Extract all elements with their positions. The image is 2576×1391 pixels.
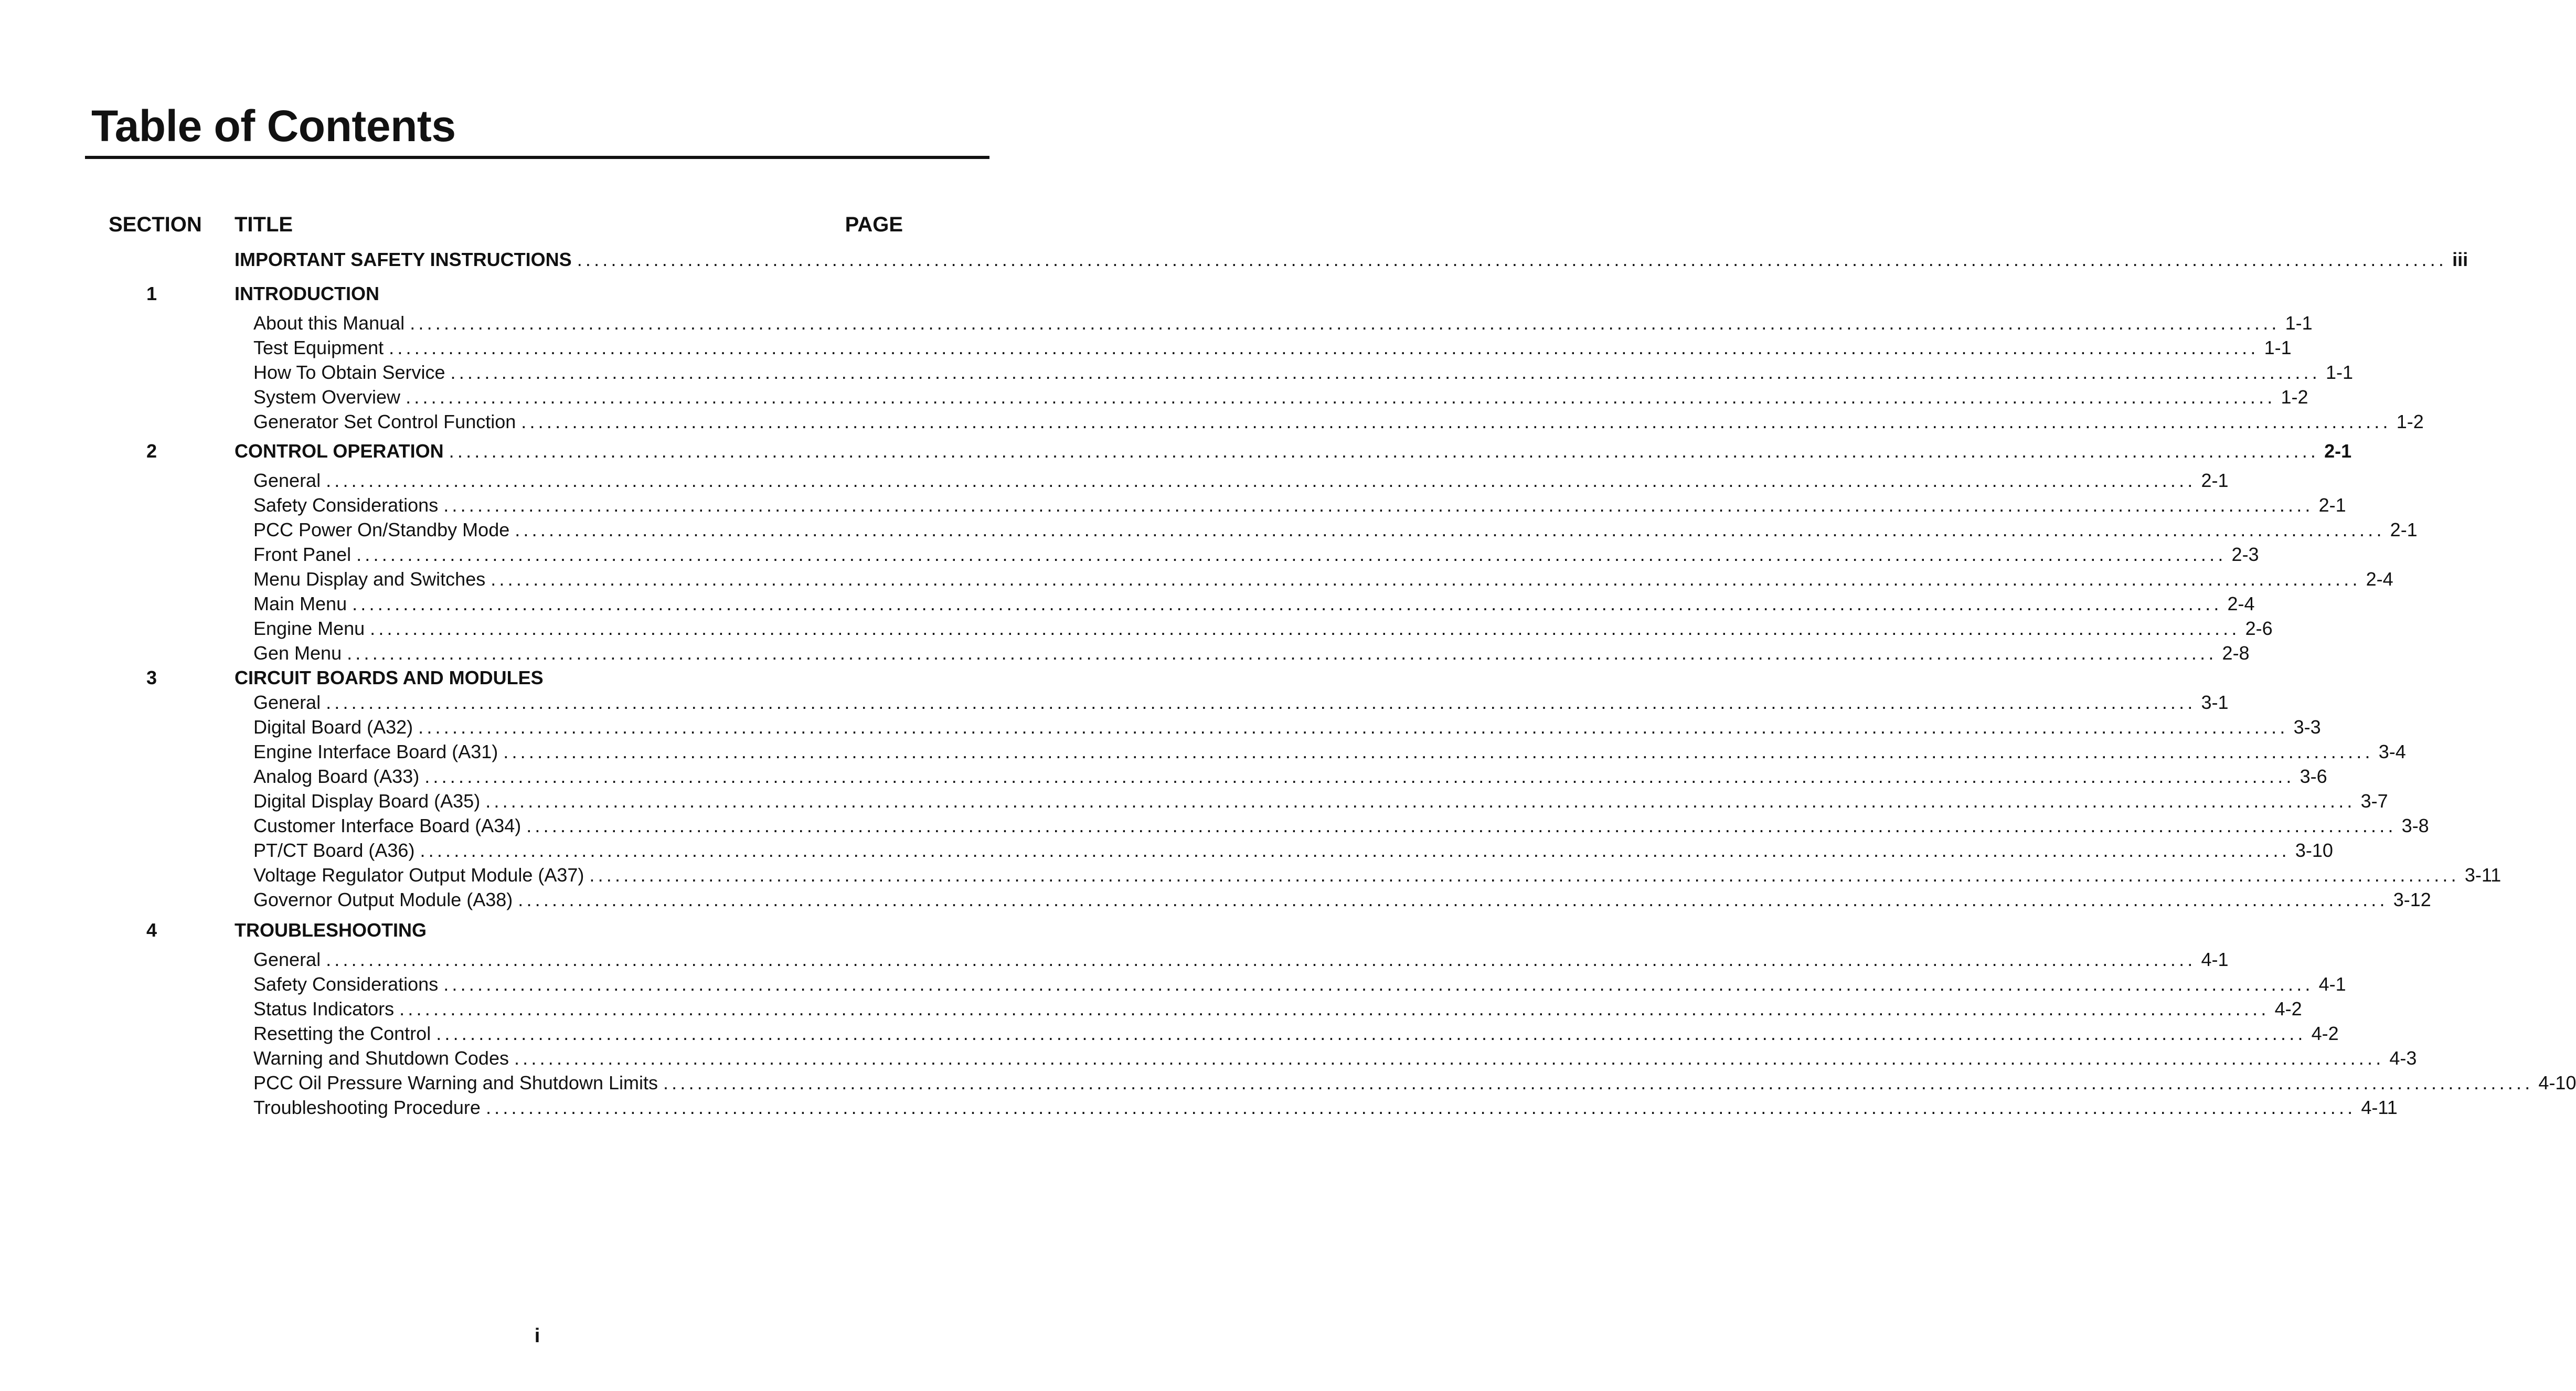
toc-entry-page: 3-3 (2293, 716, 2321, 738)
dot-leader: ............................................................................................................................................................................................................................ (352, 593, 2222, 614)
dot-leader: ............................................................................................................................................................................................................................ (424, 766, 2295, 787)
toc-entry-title: Front Panel (253, 544, 352, 565)
column-header-section: SECTION (109, 213, 202, 236)
toc-entry-title: PT/CT Board (A36) (253, 840, 415, 861)
toc-entry[interactable] (253, 888, 2431, 912)
toc-entry-title: Status Indicators (253, 998, 395, 1020)
toc-entry[interactable] (253, 972, 2346, 996)
toc-row (0, 948, 2229, 972)
dot-leader: ............................................................................................................................................................................................................................ (347, 642, 2217, 664)
toc-entry-title: CIRCUIT BOARDS AND MODULES (235, 667, 544, 688)
page-title: Table of Contents (91, 101, 456, 151)
toc-row (0, 1022, 2339, 1046)
toc-entry-title: Menu Display and Switches (253, 568, 486, 590)
toc-entry-page: 1-2 (2396, 411, 2424, 432)
dot-leader: ............................................................................................................................................................................................................................ (410, 312, 2280, 334)
page-number: i (534, 1325, 540, 1347)
toc-row (0, 838, 2333, 863)
toc-entry-title: Engine Menu (253, 618, 365, 639)
toc-row (0, 1046, 2417, 1070)
toc-row (0, 666, 1074, 690)
toc-entry-title: Gen Menu (253, 642, 342, 664)
toc-entry[interactable] (253, 410, 2424, 434)
toc-row (0, 691, 2229, 715)
dot-leader: ............................................................................................................................................................................................................................ (577, 249, 2447, 270)
toc-row (0, 248, 2468, 272)
dot-leader: ............................................................................................................................................................................................................................ (450, 362, 2320, 383)
toc-entry-title: Voltage Regulator Output Module (A37) (253, 864, 584, 886)
toc-entry[interactable] (253, 1022, 2339, 1046)
toc-entry[interactable] (253, 592, 2255, 616)
toc-entry-title: Safety Considerations (253, 494, 439, 516)
toc-entry-title: Warning and Shutdown Codes (253, 1047, 509, 1069)
dot-leader: ............................................................................................................................................................................................................................ (526, 815, 2397, 836)
dot-leader: ............................................................................................................................................................................................................................ (491, 568, 2361, 590)
toc-entry[interactable] (253, 567, 2393, 591)
section-number: 4 (146, 919, 157, 941)
toc-entry-page: iii (2452, 249, 2468, 270)
toc-entry[interactable] (253, 360, 2353, 385)
dot-leader: ............................................................................................................................................................................................................................ (326, 949, 2196, 970)
toc-entry-page: 3-7 (2360, 790, 2388, 812)
dot-leader: ............................................................................................................................................................................................................................ (503, 741, 2373, 762)
toc-row (0, 972, 2346, 996)
dot-leader: ............................................................................................................................................................................................................................ (485, 790, 2356, 812)
toc-entry-title: Digital Board (A32) (253, 716, 413, 738)
toc-row (0, 1096, 2398, 1120)
toc-entry-title: Governor Output Module (A38) (253, 889, 513, 910)
toc-entry-title: Customer Interface Board (A34) (253, 815, 521, 836)
toc-entry[interactable] (253, 518, 2418, 542)
toc-entry-page: 2-1 (2390, 519, 2418, 540)
toc-row (0, 764, 2327, 789)
toc-row (0, 740, 2406, 764)
toc-section-heading[interactable] (235, 282, 903, 306)
toc-entry[interactable] (253, 543, 2259, 567)
toc-entry-title: About this Manual (253, 312, 405, 334)
toc-entry-page: 4-2 (2274, 998, 2302, 1020)
toc-entry-page: 4-1 (2201, 949, 2229, 970)
dot-leader: ............................................................................................................................................................................................................................ (370, 618, 2240, 639)
toc-entry-title: How To Obtain Service (253, 362, 445, 383)
toc-entry-title: General (253, 949, 321, 970)
toc-entry-page: 1-1 (2325, 362, 2353, 383)
toc-row (0, 641, 2250, 665)
toc-entry[interactable] (253, 1046, 2417, 1070)
toc-entry-page: 3-11 (2464, 864, 2502, 886)
title-underline (85, 156, 989, 159)
toc-entry[interactable] (253, 1071, 2576, 1095)
toc-section-heading[interactable] (235, 918, 903, 942)
toc-entry-title: System Overview (253, 386, 401, 408)
dot-leader: ............................................................................................................................................................................................................................ (326, 692, 2196, 713)
toc-entry-page: 3-10 (2295, 840, 2333, 861)
toc-entry[interactable] (253, 838, 2333, 863)
toc-entry-page: 4-2 (2311, 1023, 2339, 1044)
toc-row (0, 469, 2229, 493)
toc-entry-page: 3-12 (2393, 889, 2431, 910)
toc-section-heading[interactable] (235, 248, 2468, 272)
dot-leader: ............................................................................................................................................................................................................................ (589, 864, 2460, 886)
toc-row (0, 439, 2352, 463)
toc-row (0, 518, 2418, 542)
toc-entry[interactable] (253, 948, 2229, 972)
toc-entry-title: Engine Interface Board (A31) (253, 741, 498, 762)
toc-entry[interactable] (253, 336, 2292, 360)
dot-leader: ............................................................................................................................................................................................................................ (436, 1023, 2306, 1044)
dot-leader: ............................................................................................................................................................................................................................ (420, 840, 2290, 861)
toc-entry[interactable] (253, 641, 2250, 665)
column-header-title: TITLE (235, 213, 293, 236)
toc-entry-page: 1-1 (2264, 337, 2292, 358)
toc-entry[interactable] (253, 814, 2429, 838)
toc-entry-title: INTRODUCTION (235, 283, 379, 304)
dot-leader: ............................................................................................................................................................................................................................ (443, 973, 2314, 995)
dot-leader: ............................................................................................................................................................................................................................ (399, 998, 2270, 1020)
toc-row (0, 617, 2273, 641)
toc-row (0, 336, 2292, 360)
toc-row (0, 814, 2429, 838)
toc-entry[interactable] (253, 863, 2502, 887)
dot-leader: ............................................................................................................................................................................................................................ (521, 411, 2391, 432)
toc-entry-title: Safety Considerations (253, 973, 439, 995)
toc-entry-title: PCC Oil Pressure Warning and Shutdown Limits (253, 1072, 658, 1093)
toc-entry-page: 3-6 (2300, 766, 2327, 787)
toc-row (0, 493, 2346, 517)
toc-entry-page: 3-4 (2378, 741, 2406, 762)
toc-entry[interactable] (253, 311, 2313, 335)
toc-entry-page: 2-6 (2245, 618, 2273, 639)
toc-entry[interactable] (253, 385, 2308, 409)
toc-row (0, 410, 2424, 434)
toc-section-heading[interactable] (235, 439, 2352, 463)
toc-entry-title: Generator Set Control Function (253, 411, 516, 432)
toc-entry-page: 2-3 (2231, 544, 2259, 565)
toc-row (0, 1071, 2576, 1095)
dot-leader: ............................................................................................................................................................................................................................ (518, 889, 2388, 910)
toc-entry-title: General (253, 692, 321, 713)
toc-entry-page: 2-1 (2318, 494, 2346, 516)
toc-entry-title: Main Menu (253, 593, 347, 614)
dot-leader: ............................................................................................................................................................................................................................ (356, 544, 2227, 565)
toc-row (0, 311, 2313, 335)
dot-leader: ............................................................................................................................................................................................................................ (485, 1097, 2356, 1118)
toc-entry-title: IMPORTANT SAFETY INSTRUCTIONS (235, 249, 572, 270)
toc-entry[interactable] (253, 997, 2302, 1021)
toc-entry[interactable] (253, 691, 2229, 715)
toc-row (0, 385, 2308, 409)
toc-row (0, 789, 2388, 813)
toc-entry[interactable] (253, 715, 2321, 739)
toc-entry-page: 4-1 (2318, 973, 2346, 995)
toc-entry-title: General (253, 470, 321, 491)
section-number: 3 (146, 667, 157, 688)
section-number: 1 (146, 283, 157, 304)
toc-row (0, 592, 2255, 616)
toc-row (0, 360, 2353, 385)
dot-leader: ............................................................................................................................................................................................................................ (406, 386, 2276, 408)
toc-entry-page: 4-10 (2538, 1072, 2576, 1093)
toc-entry-title: TROUBLESHOOTING (235, 919, 427, 941)
toc-entry[interactable] (253, 789, 2388, 813)
toc-entry-title: Test Equipment (253, 337, 384, 358)
toc-entry-page: 4-11 (2361, 1097, 2398, 1118)
toc-entry-page: 1-2 (2281, 386, 2308, 408)
dot-leader: ............................................................................................................................................................................................................................ (443, 494, 2314, 516)
toc-entry-page: 2-8 (2222, 642, 2250, 664)
dot-leader: ............................................................................................................................................................................................................................ (418, 716, 2288, 738)
toc-entry-title: Troubleshooting Procedure (253, 1097, 481, 1118)
toc-row (0, 918, 1074, 942)
toc-entry[interactable] (253, 493, 2346, 517)
toc-row (0, 863, 2502, 887)
toc-entry-title: Resetting the Control (253, 1023, 431, 1044)
toc-row (0, 567, 2393, 591)
toc-row (0, 888, 2431, 912)
toc-entry[interactable] (253, 740, 2406, 764)
toc-entry[interactable] (253, 469, 2229, 493)
toc-entry[interactable] (253, 1096, 2398, 1120)
toc-entry-page: 2-4 (2227, 593, 2255, 614)
toc-entry-title: PCC Power On/Standby Mode (253, 519, 510, 540)
toc-row (0, 997, 2302, 1021)
column-header-page: PAGE (845, 213, 903, 236)
toc-entry[interactable] (253, 617, 2273, 641)
toc-entry-page: 2-1 (2201, 470, 2229, 491)
toc-entry-page: 2-4 (2366, 568, 2393, 590)
toc-section-heading[interactable] (235, 666, 903, 690)
toc-entry-title: Analog Board (A33) (253, 766, 420, 787)
dot-leader: ............................................................................................................................................................................................................................ (514, 1047, 2385, 1069)
toc-entry[interactable] (253, 764, 2327, 789)
toc-row (0, 715, 2321, 739)
dot-leader: ............................................................................................................................................................................................................................ (449, 440, 2319, 462)
toc-entry-title: CONTROL OPERATION (235, 440, 444, 462)
dot-leader: ............................................................................................................................................................................................................................ (326, 470, 2196, 491)
dot-leader: ............................................................................................................................................................................................................................ (389, 337, 2259, 358)
dot-leader: ............................................................................................................................................................................................................................ (515, 519, 2385, 540)
toc-row (0, 543, 2259, 567)
toc-row (0, 282, 1074, 306)
toc-entry-page: 3-1 (2201, 692, 2229, 713)
toc-entry-page: 3-8 (2401, 815, 2429, 836)
section-number: 2 (146, 440, 157, 462)
toc-entry-title: Digital Display Board (A35) (253, 790, 481, 812)
dot-leader: ............................................................................................................................................................................................................................ (663, 1072, 2534, 1093)
toc-entry-page: 4-3 (2389, 1047, 2417, 1069)
toc-entry-page: 1-1 (2285, 312, 2313, 334)
toc-entry-page: 2-1 (2324, 440, 2352, 462)
